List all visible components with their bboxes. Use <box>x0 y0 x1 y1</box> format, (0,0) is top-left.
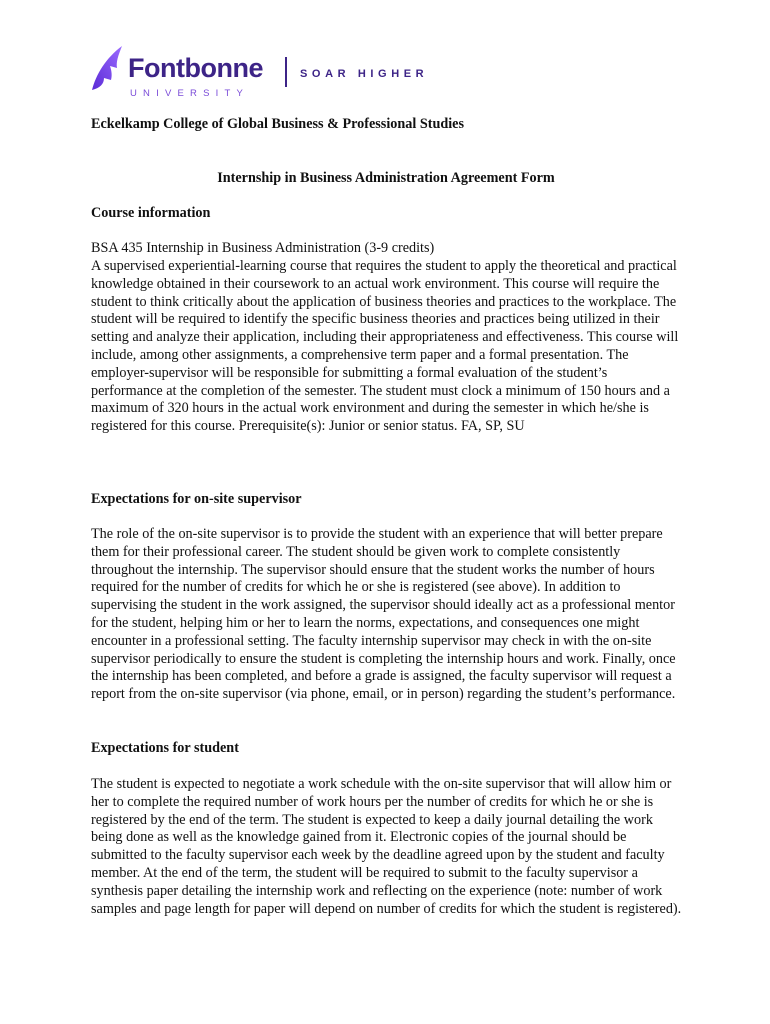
university-label: UNIVERSITY <box>130 88 250 99</box>
course-code: BSA 435 Internship in Business Administration (3-9 credits) <box>91 240 435 256</box>
brand-name: Fontbonne <box>128 53 263 83</box>
logo-divider <box>285 57 287 87</box>
student-text: The student is expected to negotiate a work schedule with the on-site supervisor that will allow him or her to complete the required number of work hours per the number of credits for which he or she is registered by the end of the term. The student is expected to keep a daily journal detailing the work being done as well as the knowledge gained from it. Electronic copies of the journal should be submitted to the faculty supervisor each week by the deadline agreed upon by the student and faculty member. At the end of the term, the student will be required to submit to the faculty supervisor a synthesis paper detailing the internship work and reflecting on the experience (note: number of work samples and page length for paper will depend on number of credits for which the student is registered). <box>91 776 682 917</box>
course-heading: Course information <box>91 205 211 221</box>
tagline: SOAR HIGHER <box>300 68 429 80</box>
student-heading: Expectations for student <box>91 740 239 756</box>
supervisor-heading: Expectations for on-site supervisor <box>91 491 302 507</box>
course-description: A supervised experiential-learning course that requires the student to apply the theoretical and practical knowledge obtained in their coursework to an actual work environment. This course will require the student to think critically about the application of business theories and practices to the workplace. The student will be required to identify the specific business theories and practices being utilized in their setting and analyze their application, including their appropriateness and effectiveness. This course will include, among other assignments, a comprehensive term paper and a formal presentation. The employer-supervisor will be responsible for submitting a formal evaluation of the student’s performance at the completion of the semester. The student must clock a minimum of 150 hours and a maximum of 320 hours in the actual work environment and during the semester in which he/she is registered for this course. Prerequisite(s): Junior or senior status. FA, SP, SU <box>91 258 679 435</box>
form-title: Internship in Business Administration Agreement Form <box>217 170 555 186</box>
supervisor-text: The role of the on-site supervisor is to provide the student with an experience that will better prepare them for their professional career. The student should be given work to complete consistently throughout the internship. The supervisor should ensure that the student works the number of hours required for the number of credits for which he or she is registered (see above). In addition to supervising the student in the work assigned, the supervisor should ideally act as a professional mentor for the student, helping him or her to learn the norms, expectations, and consequences one might encounter in a professional setting. The faculty internship supervisor may check in with the on-site supervisor periodically to ensure the student is completing the internship hours and work. Finally, once the internship has been completed, and before a grade is assigned, the faculty supervisor will request a report from the on-site supervisor (via phone, email, or in person) regarding the student’s performance. <box>91 526 676 703</box>
college-name: Eckelkamp College of Global Business & Professional Studies <box>91 116 464 132</box>
wing-icon <box>90 44 130 100</box>
university-logo <box>90 44 430 100</box>
